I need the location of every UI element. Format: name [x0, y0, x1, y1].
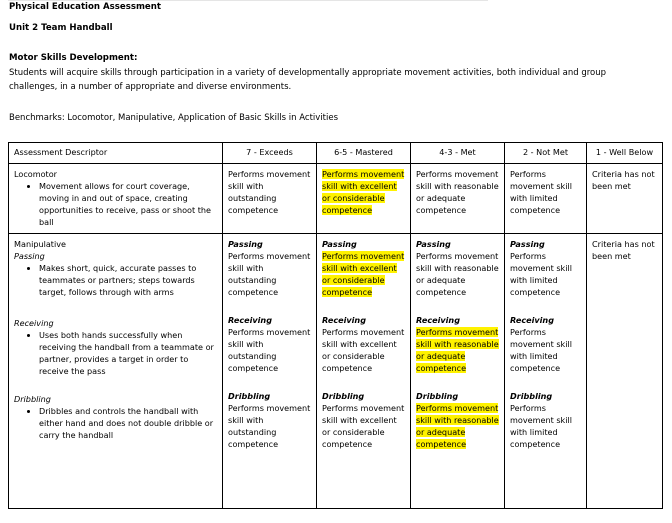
passing-met-label: Passing — [416, 239, 451, 249]
dribbling-bullet: • Dribbles and controls the handball with either hand and does not double dribble or carry the handball — [39, 405, 219, 441]
manipulative-title: Manipulative — [14, 239, 66, 249]
dribbling-title: Dribbling — [14, 394, 51, 404]
unit-title: Unit 2 Team Handball — [9, 23, 113, 33]
receiving-mastered-label: Receiving — [322, 315, 366, 325]
table-header-row — [9, 143, 663, 164]
intro-line-1: Students will acquire skills through participation in a variety of developmentally appropriate movement activities, both individual and group — [9, 68, 607, 78]
passing-mastered-text: Performs movement skill with excellent or considerable competence — [322, 251, 405, 297]
dribbling-met-label: Dribbling — [416, 391, 459, 401]
locomotor-well-below-text: Criteria has not been met — [592, 169, 655, 191]
locomotor-mastered-text: Performs movement skill with excellent or considerable competence — [322, 169, 405, 215]
receiving-exceeds-text: Performs movement skill with outstanding competence — [228, 327, 311, 373]
dribbling-exceeds-label: Dribbling — [228, 391, 271, 401]
locomotor-title: Locomotor — [14, 169, 58, 179]
passing-title: Passing — [14, 251, 45, 261]
receiving-exceeds-label: Receiving — [228, 315, 272, 325]
receiving-bullet: • Uses both hands successfully when receiving the handball from a teammate or partner, provides a target in order to receive the pass — [39, 329, 219, 377]
manipulative-well-below-text: Criteria has not been met — [592, 239, 655, 261]
receiving-met-label: Receiving — [416, 315, 460, 325]
locomotor-mastered-cell — [317, 164, 411, 234]
locomotor-descriptor-cell — [9, 164, 223, 234]
receiving-mastered-text: Performs movement skill with excellent or considerable competence — [322, 327, 405, 373]
passing-mastered-label: Passing — [322, 239, 357, 249]
locomotor-exceeds-cell — [223, 164, 317, 234]
manipulative-exceeds-cell — [223, 234, 317, 509]
dribbling-mastered-label: Dribbling — [322, 391, 365, 401]
table-row-manipulative — [9, 234, 663, 509]
locomotor-well-below-cell — [587, 164, 663, 234]
receiving-not-met-text: Performs movement skill with limited competence — [510, 327, 572, 373]
dribbling-mastered-text: Performs movement skill with excellent or considerable competence — [322, 403, 405, 449]
document-title: Physical Education Assessment — [9, 2, 161, 12]
manipulative-not-met-cell — [505, 234, 587, 509]
receiving-not-met-label: Receiving — [510, 315, 554, 325]
receiving-bullets — [14, 329, 219, 377]
dribbling-bullets — [14, 405, 219, 441]
dribbling-not-met-label: Dribbling — [510, 391, 553, 401]
locomotor-not-met-cell — [505, 164, 587, 234]
intro-line-2: challenges, in a number of appropriate and diverse environments. — [9, 82, 292, 92]
locomotor-bullets — [14, 180, 219, 228]
intro-paragraph — [9, 66, 669, 94]
locomotor-met-text: Performs movement skill with reasonable or adequate competence — [416, 169, 499, 215]
dribbling-met-text: Performs movement skill with reasonable or adequate competence — [416, 403, 499, 449]
passing-exceeds-label: Passing — [228, 239, 263, 249]
col-header-well-below: 1 - Well Below — [587, 143, 663, 164]
passing-not-met-text: Performs movement skill with limited competence — [510, 251, 572, 297]
col-header-mastered: 6-5 - Mastered — [317, 143, 411, 164]
passing-bullets — [14, 262, 219, 298]
top-rule — [8, 0, 488, 1]
assessment-rubric-table — [8, 142, 663, 509]
locomotor-bullet: • Movement allows for court coverage, moving in and out of space, creating opportunities to receive, pass or shoot the ball — [39, 180, 219, 228]
passing-bullet: • Makes short, quick, accurate passes to teammates or partners; steps towards target, follows through with arms — [39, 262, 219, 298]
passing-met-text: Performs movement skill with reasonable or adequate competence — [416, 251, 499, 297]
dribbling-not-met-text: Performs movement skill with limited competence — [510, 403, 572, 449]
manipulative-descriptor-cell — [9, 234, 223, 509]
receiving-title: Receiving — [14, 318, 54, 328]
col-header-exceeds: 7 - Exceeds — [223, 143, 317, 164]
locomotor-met-cell — [411, 164, 505, 234]
locomotor-not-met-text: Performs movement skill with limited competence — [510, 169, 572, 215]
locomotor-exceeds-text: Performs movement skill with outstanding competence — [228, 169, 311, 215]
dribbling-exceeds-text: Performs movement skill with outstanding competence — [228, 403, 311, 449]
manipulative-well-below-cell — [587, 234, 663, 509]
manipulative-mastered-cell — [317, 234, 411, 509]
table-row-locomotor — [9, 164, 663, 234]
col-header-descriptor: Assessment Descriptor — [9, 143, 223, 164]
section-heading: Motor Skills Development: — [9, 53, 138, 63]
passing-exceeds-text: Performs movement skill with outstanding competence — [228, 251, 311, 297]
manipulative-met-cell — [411, 234, 505, 509]
passing-not-met-label: Passing — [510, 239, 545, 249]
receiving-met-text: Performs movement skill with reasonable or adequate competence — [416, 327, 499, 373]
benchmarks-text: Benchmarks: Locomotor, Manipulative, Application of Basic Skills in Activities — [9, 113, 339, 123]
col-header-met: 4-3 - Met — [411, 143, 505, 164]
col-header-not-met: 2 - Not Met — [505, 143, 587, 164]
